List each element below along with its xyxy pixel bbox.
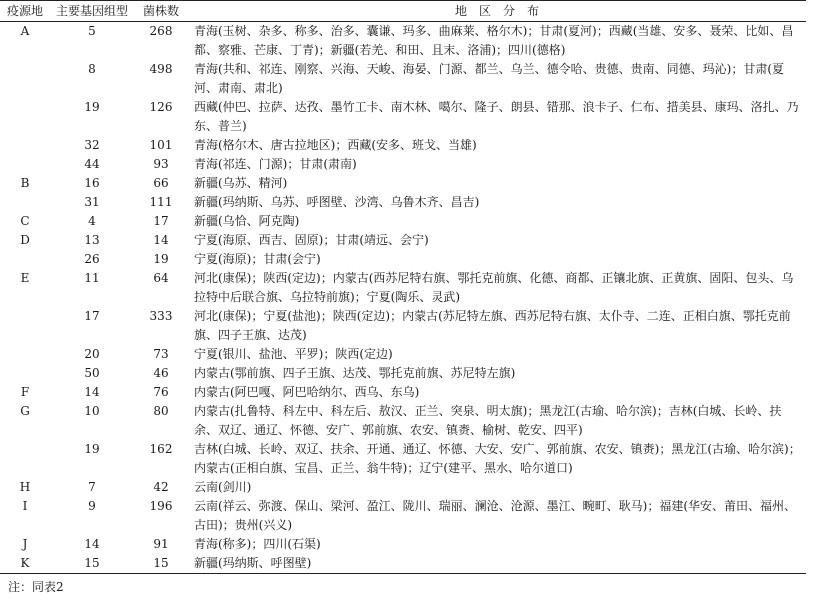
table-row: [0, 22, 806, 61]
cell-origin: [0, 60, 50, 98]
cell-origin: A: [20, 24, 30, 38]
cell-genotype: 9: [88, 499, 96, 513]
cell-genotype: 14: [84, 537, 100, 551]
cell-origin: B: [20, 176, 30, 190]
cell-genotype: 7: [88, 480, 96, 494]
cell-genotype: 10: [84, 404, 100, 418]
cell-count: 42: [153, 480, 169, 494]
cell-count: 73: [153, 347, 169, 361]
cell-count: 64: [153, 271, 169, 285]
cell-count: 46: [153, 366, 169, 380]
cell-distribution: 西藏(仲巴、拉萨、达孜、墨竹工卡、南木林、噶尔、隆子、朗县、错那、浪卡子、仁布、措美县、康玛、洛扎、乃东、普兰): [194, 100, 799, 133]
cell-genotype: 26: [84, 252, 100, 266]
cell-distribution: 青海(玉树、杂多、称多、治多、囊谦、玛多、曲麻莱、格尔木)；甘肃(夏河)；西藏(当雄、安多、聂荣、比如、昌都、察雅、芒康、丁青)；新疆(若羌、和田、且末、洛浦)；四川(德格): [194, 24, 794, 57]
cell-count: 196: [149, 499, 173, 513]
cell-genotype: 50: [84, 366, 100, 380]
cell-origin: [0, 155, 50, 174]
cell-distribution: 内蒙古(扎鲁特、科左中、科左后、敖汉、正兰、突泉、明太旗)；黑龙江(古瑜、哈尔滨)；吉林(白城、长岭、扶余、双辽、通辽、怀德、安广、郭前旗、农安、镇赉、榆树、乾安、四平): [194, 404, 782, 437]
cell-origin: E: [20, 271, 30, 285]
cell-count: 162: [149, 442, 173, 456]
cell-count: 126: [149, 100, 173, 114]
cell-genotype: 19: [84, 442, 100, 456]
cell-origin: F: [20, 385, 30, 399]
cell-distribution: 宁夏(海原、西吉、固原)；甘肃(靖远、会宁): [194, 233, 429, 247]
cell-count: 333: [149, 309, 173, 323]
cell-genotype: 8: [88, 62, 96, 76]
header-distribution: 地 区 分 布: [188, 1, 806, 22]
cell-origin: [0, 345, 50, 364]
cell-distribution: 宁夏(海原)；甘肃(会宁): [194, 252, 321, 266]
cell-genotype: 5: [88, 24, 96, 38]
cell-origin: K: [0, 554, 50, 574]
cell-count: 66: [153, 176, 169, 190]
cell-count: 15: [134, 554, 188, 574]
table-row: [0, 345, 806, 364]
table-row: [0, 307, 806, 345]
table-header-row: [0, 1, 806, 22]
cell-count: 111: [149, 195, 173, 209]
table-row: [0, 402, 806, 440]
cell-distribution: 吉林(白城、长岭、双辽、扶余、开通、通辽、怀德、大安、安广、郭前旗、农安、镇赉)；黑龙江(古瑜、哈尔滨)；内蒙古(正相白旗、宝昌、正兰、翁牛特)；辽宁(建平、黑水、哈尔道口): [194, 442, 801, 475]
cell-origin: [0, 440, 50, 478]
table-row: [0, 440, 806, 478]
table-row: [0, 478, 806, 497]
cell-count: 498: [149, 62, 173, 76]
cell-genotype: 17: [84, 309, 100, 323]
table-body: [0, 22, 806, 574]
table-row: [0, 212, 806, 231]
cell-distribution: 河北(康保)；宁夏(盐池)；陕西(定边)；内蒙古(苏尼特左旗、西苏尼特右旗、太仆寺、二连、正相白旗、鄂托克前旗、四子王旗、达茂): [194, 309, 791, 342]
cell-origin: C: [20, 214, 30, 228]
table-note: 注：同表2: [8, 580, 64, 594]
header-origin: 疫源地: [0, 1, 50, 22]
cell-genotype: 13: [84, 233, 100, 247]
cell-distribution: 云南(祥云、弥渡、保山、梁河、盈江、陇川、瑞丽、澜沧、沧源、墨江、畹町、耿马)；福建(华安、莆田、福州、古田)；贵州(兴义): [194, 499, 797, 532]
cell-distribution: 河北(康保)；陕西(定边)；内蒙古(西苏尼特右旗、鄂托克前旗、化德、商都、正镶北旗、正黄旗、固阳、包头、乌拉特中后联合旗、乌拉特前旗)；宁夏(陶乐、灵武): [194, 271, 794, 304]
table-row: [0, 383, 806, 402]
cell-genotype: 4: [88, 214, 96, 228]
cell-origin: [0, 364, 50, 383]
cell-count: 93: [153, 157, 169, 171]
table-row: [0, 60, 806, 98]
cell-origin: [0, 136, 50, 155]
table-row: [0, 136, 806, 155]
cell-genotype: 31: [84, 195, 100, 209]
cell-count: 76: [153, 385, 169, 399]
header-genotype: 主要基因组型: [50, 1, 134, 22]
cell-genotype: 16: [84, 176, 100, 190]
table-row: [0, 155, 806, 174]
table-row: [0, 98, 806, 136]
cell-distribution: 内蒙古(阿巴嘎、阿巴哈纳尔、西乌、东乌): [194, 385, 420, 399]
table-row: [0, 554, 806, 574]
cell-origin: H: [19, 480, 31, 494]
cell-count: 101: [149, 138, 173, 152]
cell-distribution: 青海(格尔木、唐古拉地区)；西藏(安多、班戈、当雄): [194, 138, 477, 152]
cell-distribution: 宁夏(银川、盐池、平罗)；陕西(定边): [194, 347, 393, 361]
cell-genotype: 14: [84, 385, 100, 399]
cell-origin: [0, 250, 50, 269]
cell-count: 80: [153, 404, 169, 418]
cell-count: 14: [153, 233, 169, 247]
cell-origin: [0, 98, 50, 136]
cell-genotype: 11: [84, 271, 100, 285]
table-row: [0, 250, 806, 269]
table-row: [0, 193, 806, 212]
cell-distribution: 内蒙古(鄂前旗、四子王旗、达茂、鄂托克前旗、苏尼特左旗): [194, 366, 516, 380]
cell-distribution: 新疆(玛纳斯、呼图壁): [188, 554, 806, 574]
cell-distribution: 青海(祁连、门源)；甘肃(肃南): [194, 157, 357, 171]
cell-count: 17: [153, 214, 169, 228]
header-count: 菌株数: [134, 1, 188, 22]
cell-distribution: 新疆(玛纳斯、乌苏、呼图壁、沙湾、乌鲁木齐、昌吉): [194, 195, 480, 209]
cell-origin: [0, 193, 50, 212]
table-row: [0, 364, 806, 383]
cell-origin: G: [20, 404, 30, 418]
cell-origin: D: [20, 233, 30, 247]
table-row: [0, 269, 806, 307]
cell-distribution: 新疆(乌恰、阿克陶): [194, 214, 300, 228]
table-row: [0, 535, 806, 554]
cell-distribution: 新疆(乌苏、精河): [194, 176, 288, 190]
cell-origin: I: [22, 499, 28, 513]
cell-distribution: 云南(剑川): [194, 480, 252, 494]
table-row: [0, 497, 806, 535]
cell-count: 91: [153, 537, 169, 551]
cell-origin: J: [22, 537, 28, 551]
cell-genotype: 20: [84, 347, 100, 361]
cell-count: 19: [153, 252, 169, 266]
cell-genotype: 15: [50, 554, 134, 574]
table-row: [0, 231, 806, 250]
cell-genotype: 19: [84, 100, 100, 114]
cell-genotype: 32: [84, 138, 100, 152]
cell-distribution: 青海(共和、祁连、刚察、兴海、天峻、海晏、门源、都兰、乌兰、德令哈、贵德、贵南、同德、玛沁)；甘肃(夏河、肃南、肃北): [194, 62, 785, 95]
cell-origin: [0, 307, 50, 345]
cell-distribution: 青海(称多)；四川(石渠): [194, 537, 321, 551]
cell-genotype: 44: [84, 157, 100, 171]
table-row: [0, 174, 806, 193]
cell-count: 268: [149, 24, 173, 38]
